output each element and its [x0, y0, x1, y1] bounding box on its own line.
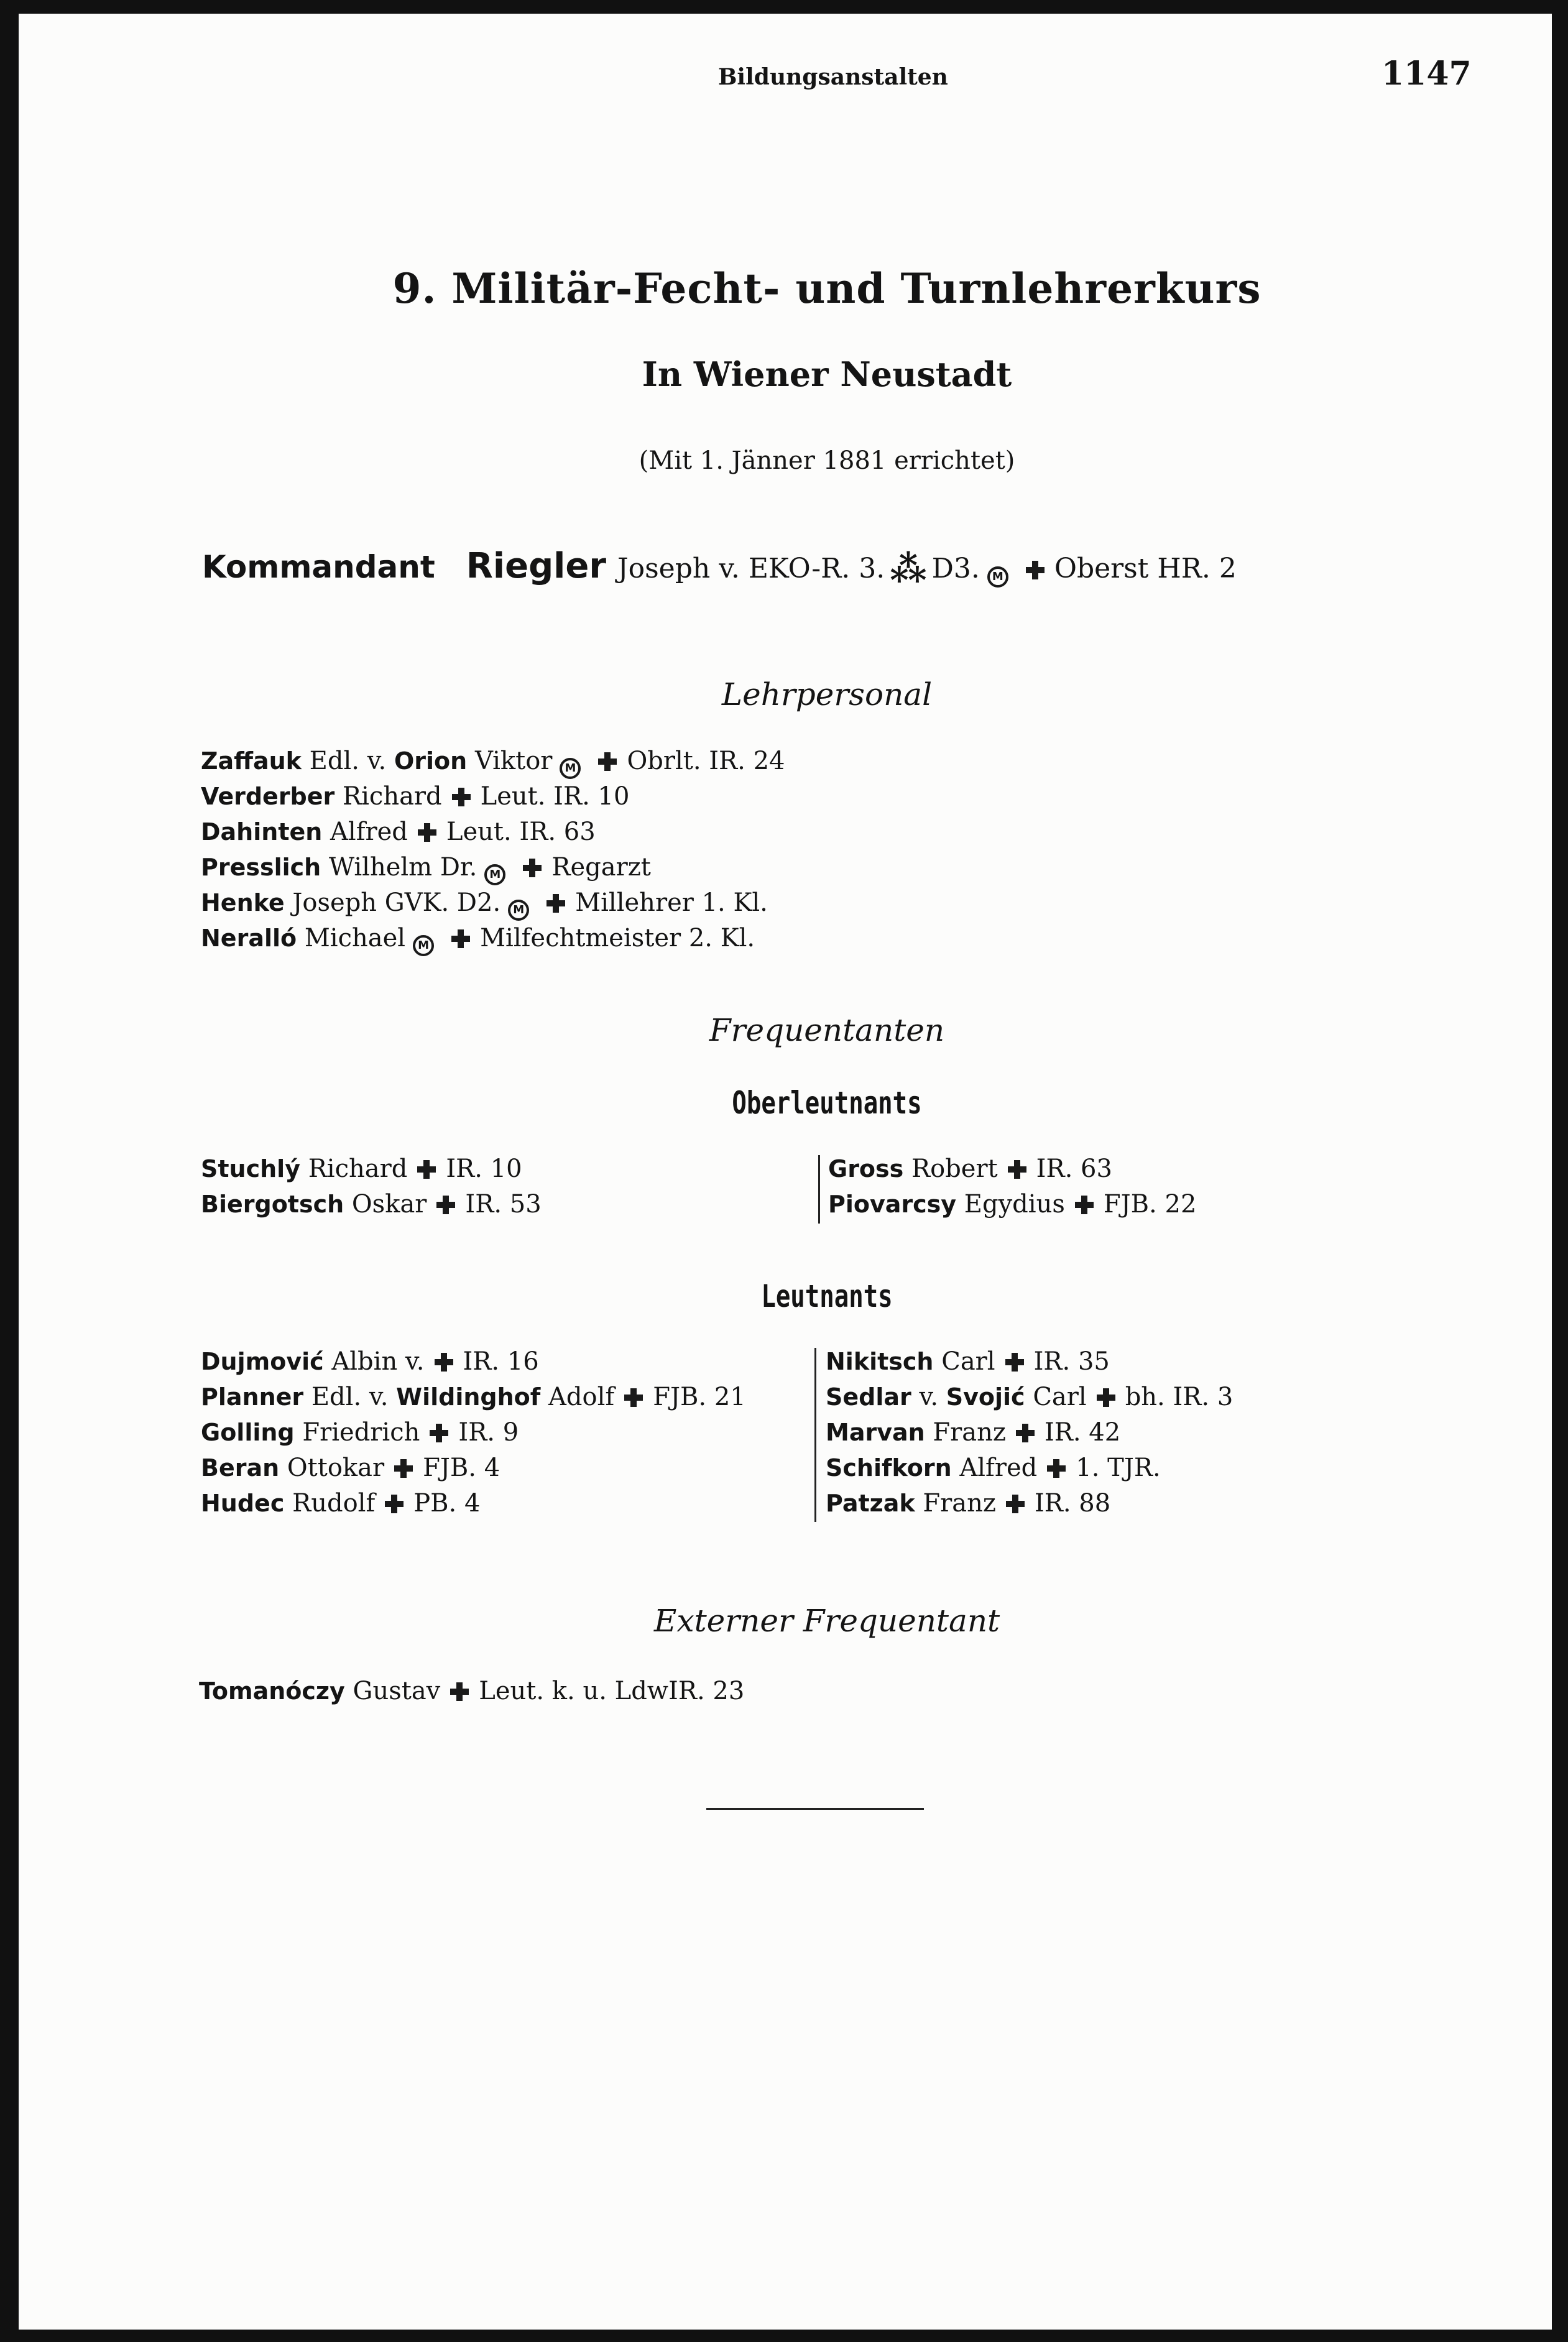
kommandant-details-1: Joseph v. EKO-R. 3. [617, 553, 885, 584]
service-cross-icon [450, 1682, 469, 1701]
service-cross-icon [452, 788, 471, 806]
service-cross-icon [1097, 1388, 1115, 1407]
list-item: Patzak Franz IR. 88 [826, 1489, 1111, 1518]
list-item: Verderber Richard Leut. IR. 10 [201, 782, 630, 811]
externer-frequentant-list [199, 1674, 744, 1709]
kommandant-surname: Riegler [466, 546, 606, 586]
list-item: Piovarcsy Egydius FJB. 22 [828, 1190, 1197, 1219]
frequentanten-heading: Frequentanten [709, 1012, 945, 1048]
military-merit-medal-icon: M [987, 566, 1008, 588]
scan-border-bottom [0, 2330, 1568, 2342]
service-cross-icon [1075, 1196, 1094, 1214]
page-title: 9. Militär-Fecht- und Turnlehrerkurs [392, 264, 1261, 313]
leutnants-heading: Leutnants [761, 1278, 893, 1314]
running-head: Bildungsanstalten [718, 64, 948, 90]
service-cross-icon [1008, 1160, 1026, 1179]
list-item: Schifkorn Alfred 1. TJR. [826, 1454, 1161, 1482]
service-cross-icon [435, 1353, 453, 1372]
oberleutnants-left-column [201, 1151, 542, 1222]
lehrpersonal-heading: Lehrpersonal [721, 676, 933, 712]
list-item: Zaffauk Edl. v. Orion Viktor M Obrlt. IR. 24 [201, 744, 785, 779]
oberleutnants-heading: Oberleutnants [732, 1085, 922, 1121]
service-cross-icon [546, 894, 565, 913]
kommandant-label: Kommandant [202, 549, 435, 585]
list-item: Marvan Franz IR. 42 [826, 1418, 1121, 1447]
founding-note: (Mit 1. Jänner 1881 errichtet) [639, 446, 1015, 475]
military-merit-medal-icon: M [508, 900, 529, 921]
military-merit-medal-icon: M [484, 864, 505, 885]
page-number: 1147 [1381, 55, 1472, 93]
list-item: Planner Edl. v. Wildinghof Adolf FJB. 21 [201, 1383, 746, 1411]
service-cross-icon [1005, 1353, 1024, 1372]
service-cross-icon [430, 1424, 448, 1442]
service-cross-icon [418, 823, 436, 842]
military-merit-medal-icon: M [413, 935, 434, 956]
service-cross-icon [598, 752, 617, 771]
list-item: Golling Friedrich IR. 9 [201, 1418, 519, 1447]
list-item: Henke Joseph GVK. D2. M Millehrer 1. Kl. [201, 885, 785, 921]
service-cross-icon [523, 859, 542, 877]
oberleutnants-right-column [828, 1151, 1196, 1222]
list-item: Beran Ottokar FJB. 4 [201, 1454, 500, 1482]
column-divider [814, 1348, 816, 1522]
service-cross-icon [451, 929, 470, 948]
military-merit-medal-icon: M [560, 758, 581, 779]
service-cross-icon [417, 1160, 436, 1179]
list-item: Biergotsch Oskar IR. 53 [201, 1190, 542, 1219]
kommandant-line [202, 546, 1237, 590]
list-item: Sedlar v. Svojić Carl bh. IR. 3 [826, 1383, 1234, 1411]
service-cross-icon [436, 1196, 455, 1214]
service-cross-icon [394, 1459, 413, 1478]
leutnants-right-column [826, 1344, 1233, 1521]
list-item: Neralló Michael M Milfechtmeister 2. Kl. [201, 921, 785, 956]
scan-border-right [1552, 0, 1568, 2342]
list-item: Dujmović Albin v. IR. 16 [201, 1347, 539, 1376]
service-cross-icon [1026, 561, 1045, 579]
kommandant-details-3: Oberst HR. 2 [1054, 553, 1237, 584]
closing-rule [706, 1808, 924, 1810]
page-subtitle: In Wiener Neustadt [642, 354, 1012, 394]
service-cross-icon [385, 1495, 404, 1513]
list-item: Hudec Rudolf PB. 4 [201, 1489, 481, 1518]
list-item: Stuchlý Richard IR. 10 [201, 1155, 522, 1183]
list-item: Nikitsch Carl IR. 35 [826, 1347, 1110, 1376]
column-divider [818, 1155, 820, 1224]
scan-border-left [0, 0, 19, 2342]
scan-border-top [0, 0, 1568, 14]
list-item: Dahinten Alfred Leut. IR. 63 [201, 818, 596, 846]
list-item: Tomanóczy Gustav Leut. k. u. LdwIR. 23 [199, 1677, 745, 1705]
lehrpersonal-list [201, 744, 785, 956]
externer-frequentant-heading: Externer Frequentant [653, 1603, 1000, 1639]
list-item: Presslich Wilhelm Dr. M Regarzt [201, 850, 785, 885]
list-item: Gross Robert IR. 63 [828, 1155, 1112, 1183]
service-cross-icon [1047, 1459, 1066, 1478]
kommandant-details-2: D3. [931, 553, 980, 584]
order-decoration-icon: ⁂ [890, 548, 927, 590]
leutnants-left-column [201, 1344, 746, 1521]
service-cross-icon [624, 1388, 643, 1407]
service-cross-icon [1006, 1495, 1025, 1513]
service-cross-icon [1016, 1424, 1035, 1442]
